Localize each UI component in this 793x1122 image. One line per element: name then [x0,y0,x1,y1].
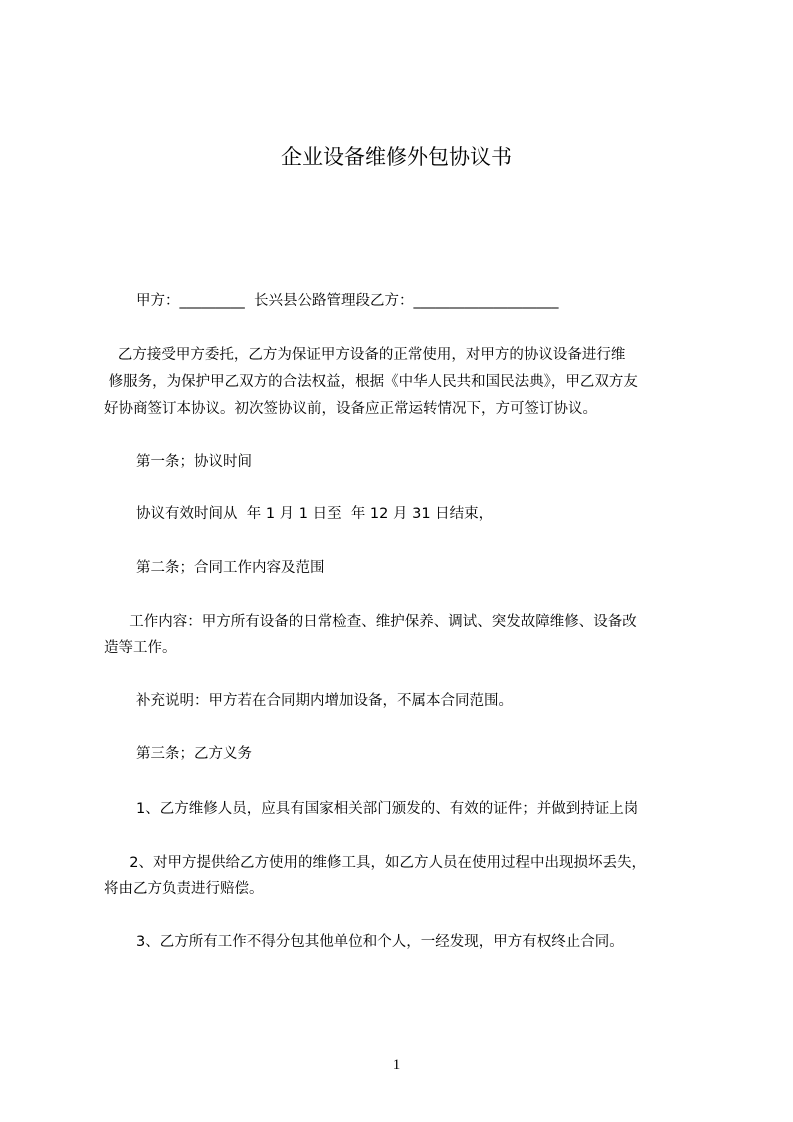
article3-heading: 第三条；乙方义务 [136,746,252,762]
article1-body: 协议有效时间从 年 1 月 1 日至 年 12 月 31 日结束， [136,506,494,522]
article1-heading: 第一条；协议时间 [136,454,252,470]
article2-note: 补充说明：甲方若在合同期内增加设备，不属本合同范围。 [136,693,513,709]
page-number: 1 [392,1057,401,1073]
article2-heading: 第二条；合同工作内容及范围 [136,560,325,576]
article3-item-3: 3、乙方所有工作不得分包其他单位和个人，一经发现，甲方有权终止合同。 [136,934,624,950]
intro-line-3: 好协商签订本协议。初次签协议前，设备应正常运转情况下，方可签订协议。 [104,401,597,417]
intro-line-1: 乙方接受甲方委托，乙方为保证甲方设备的正常使用，对甲方的协议设备进行维 [104,347,626,363]
article2-work-line-1: 工作内容：甲方所有设备的日常检查、维护保养、调试、突发故障维修、设备改 [120,614,637,630]
article3-item-2-line-1: 2、对甲方提供给乙方使用的维修工具，如乙方人员在使用过程中出现损坏丢失， [120,855,646,871]
document-title: 企业设备维修外包协议书 [281,145,512,169]
article2-work-line-2: 造等工作。 [104,640,177,656]
article3-item-1: 1、乙方维修人员，应具有国家相关部门颁发的、有效的证件；并做到持证上岗 [136,801,639,817]
article3-item-2-line-2: 将由乙方负责进行赔偿。 [104,881,264,897]
parties-line: 甲方：_________ 长兴县公路管理段乙方：____________________ [136,293,559,309]
intro-line-2: 修服务，为保护甲乙双方的合法权益，根据《中华人民共和国民法典》，甲乙双方友 [104,374,638,390]
